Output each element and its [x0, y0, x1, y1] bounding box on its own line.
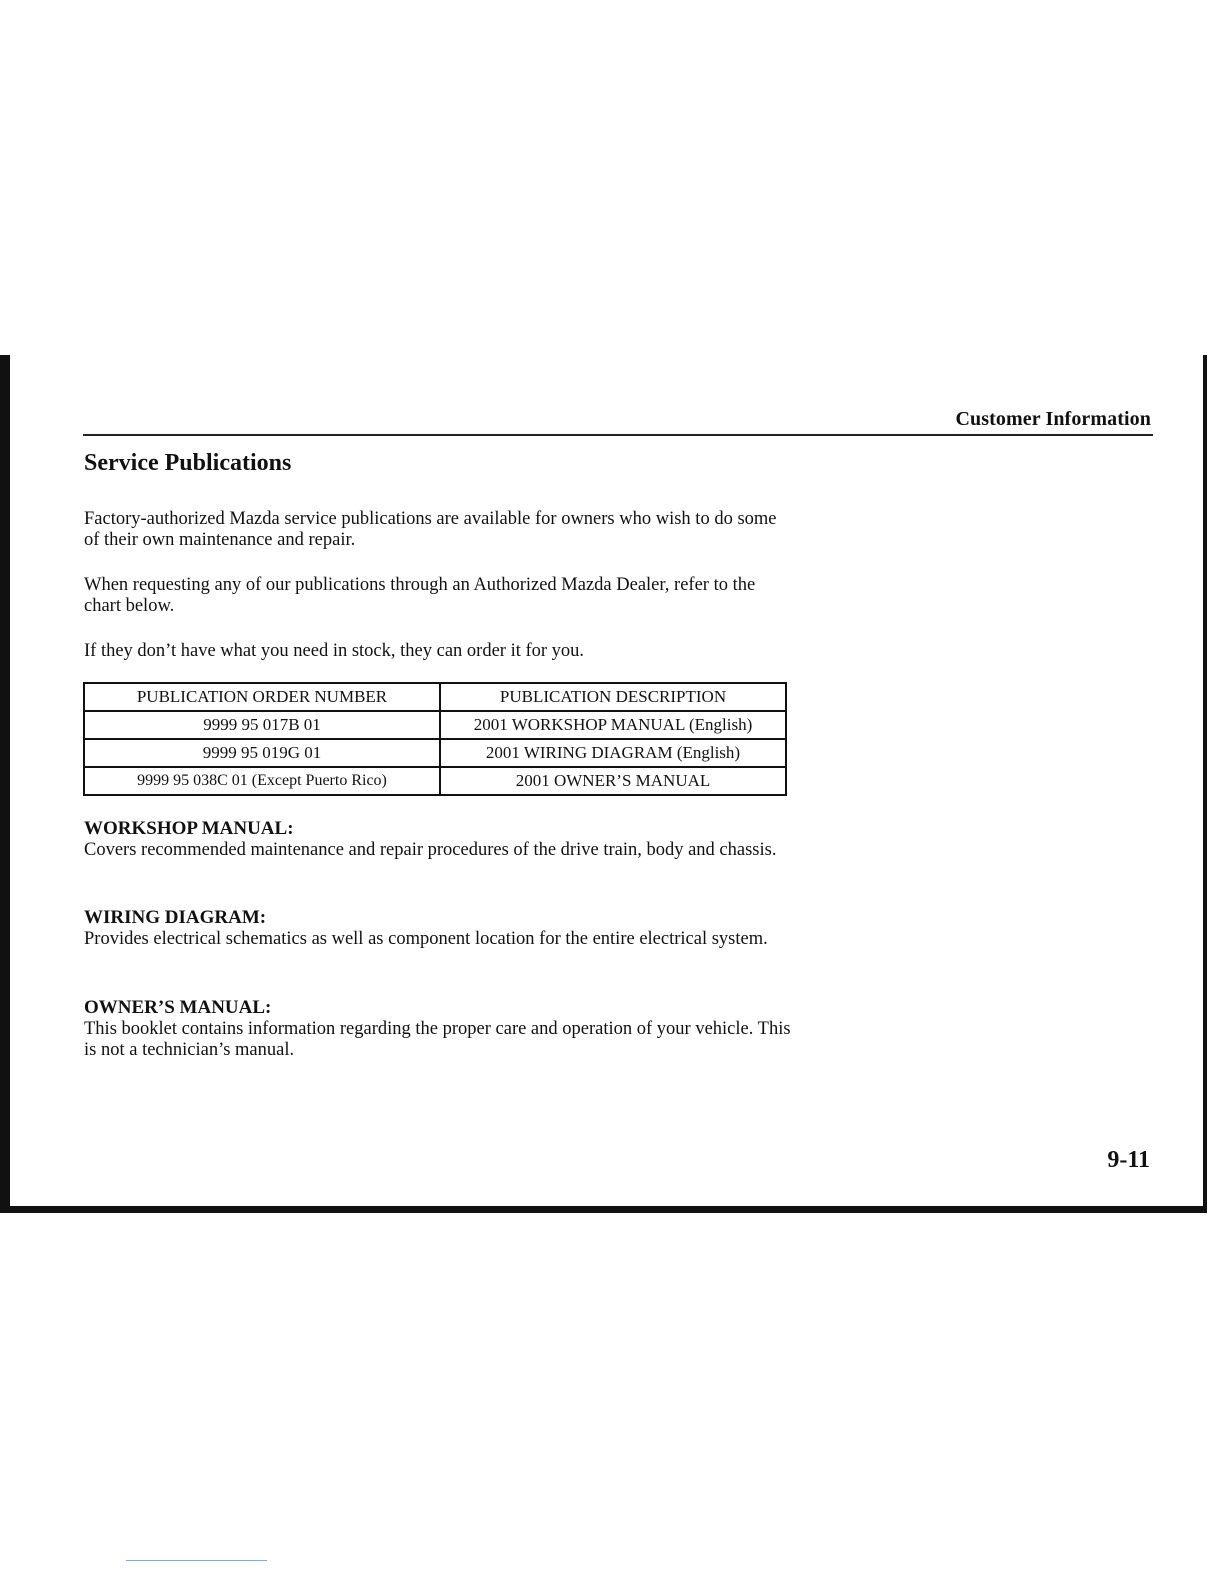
dealer-paragraph: When requesting any of our publications through an Authorized Mazda Dealer, refer to the chart below. — [84, 575, 756, 616]
page-title: Service Publications — [84, 450, 292, 476]
table-row — [84, 767, 786, 795]
section-header: Customer Information — [955, 408, 1151, 430]
definition-workshop-manual — [84, 818, 804, 861]
table-header-row — [84, 683, 786, 711]
stock-paragraph: If they don’t have what you need in stock, they can order it for you. — [84, 641, 585, 661]
header-rule — [83, 434, 1153, 436]
publications-table — [83, 682, 787, 796]
definition-term: WORKSHOP MANUAL: — [84, 818, 294, 839]
definition-term: OWNER’S MANUAL: — [84, 997, 272, 1018]
description-cell: 2001 OWNER’S MANUAL — [440, 767, 786, 795]
description-cell: 2001 WORKSHOP MANUAL (English) — [440, 711, 786, 739]
table-row — [84, 711, 786, 739]
table-row — [84, 739, 786, 767]
order-number-cell: 9999 95 017B 01 — [84, 711, 440, 739]
definition-text: This booklet contains information regarding the proper care and operation of your vehicle. This is not a technician’s manual. — [84, 1019, 791, 1060]
intro-paragraph: Factory-authorized Mazda service publications are available for owners who wish to do some of their own maintenance and repair. — [84, 509, 777, 550]
definition-owners-manual — [84, 997, 804, 1061]
definition-text: Provides electrical schematics as well as component location for the entire electrical system. — [84, 929, 768, 949]
column-header-description: PUBLICATION DESCRIPTION — [440, 683, 786, 711]
bottom-border-bar — [0, 1206, 1207, 1213]
left-border-bar — [0, 355, 10, 1212]
order-number-cell: 9999 95 038C 01 (Except Puerto Rico) — [84, 767, 440, 795]
definition-text: Covers recommended maintenance and repair procedures of the drive train, body and chassis. — [84, 840, 777, 860]
definition-wiring-diagram — [84, 907, 804, 950]
description-cell: 2001 WIRING DIAGRAM (English) — [440, 739, 786, 767]
order-number-cell: 9999 95 019G 01 — [84, 739, 440, 767]
column-header-order-number: PUBLICATION ORDER NUMBER — [84, 683, 440, 711]
footer-rule — [126, 1560, 267, 1561]
definition-term: WIRING DIAGRAM: — [84, 907, 267, 928]
right-border-bar — [1203, 355, 1207, 1212]
page-number: 9-11 — [1107, 1147, 1150, 1173]
